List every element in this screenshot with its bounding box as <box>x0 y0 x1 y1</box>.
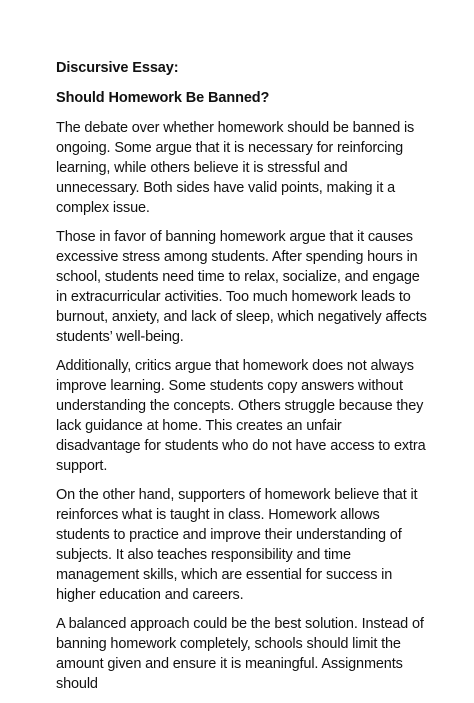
paragraph-stress: Those in favor of banning homework argue that it causes excessive stress among students. After spending hours in school, students need time to relax, socialize, and engage in extracurricular activities. Too much homework leads to burnout, anxiety, and lack of sleep, which negatively affects students’ well-being. <box>56 229 427 345</box>
paragraph-supporters: On the other hand, supporters of homework believe that it reinforces what is taught in class. Homework allows students to practice and improve their understanding of subjects. It also teaches responsibility and time management skills, which are essential for success in higher education and careers. <box>56 487 418 603</box>
essay-body <box>56 58 428 703</box>
paragraph-learning: Additionally, critics argue that homework does not always improve learning. Some students copy answers without understanding the concepts. Others struggle because they lack guidance at home. This creates an unfair disadvantage for students who do not have access to extra support. <box>56 358 426 474</box>
essay-type-label: Discursive Essay: <box>56 60 179 76</box>
essay-title: Should Homework Be Banned? <box>56 90 270 106</box>
paragraph-intro: The debate over whether homework should be banned is ongoing. Some argue that it is necessary for reinforcing learning, while others believe it is stressful and unnecessary. Both sides have valid points, making it a complex issue. <box>56 120 415 216</box>
paragraph-balanced: A balanced approach could be the best solution. Instead of banning homework completely, schools should limit the amount given and ensure it is meaningful. Assignments should <box>56 616 424 692</box>
